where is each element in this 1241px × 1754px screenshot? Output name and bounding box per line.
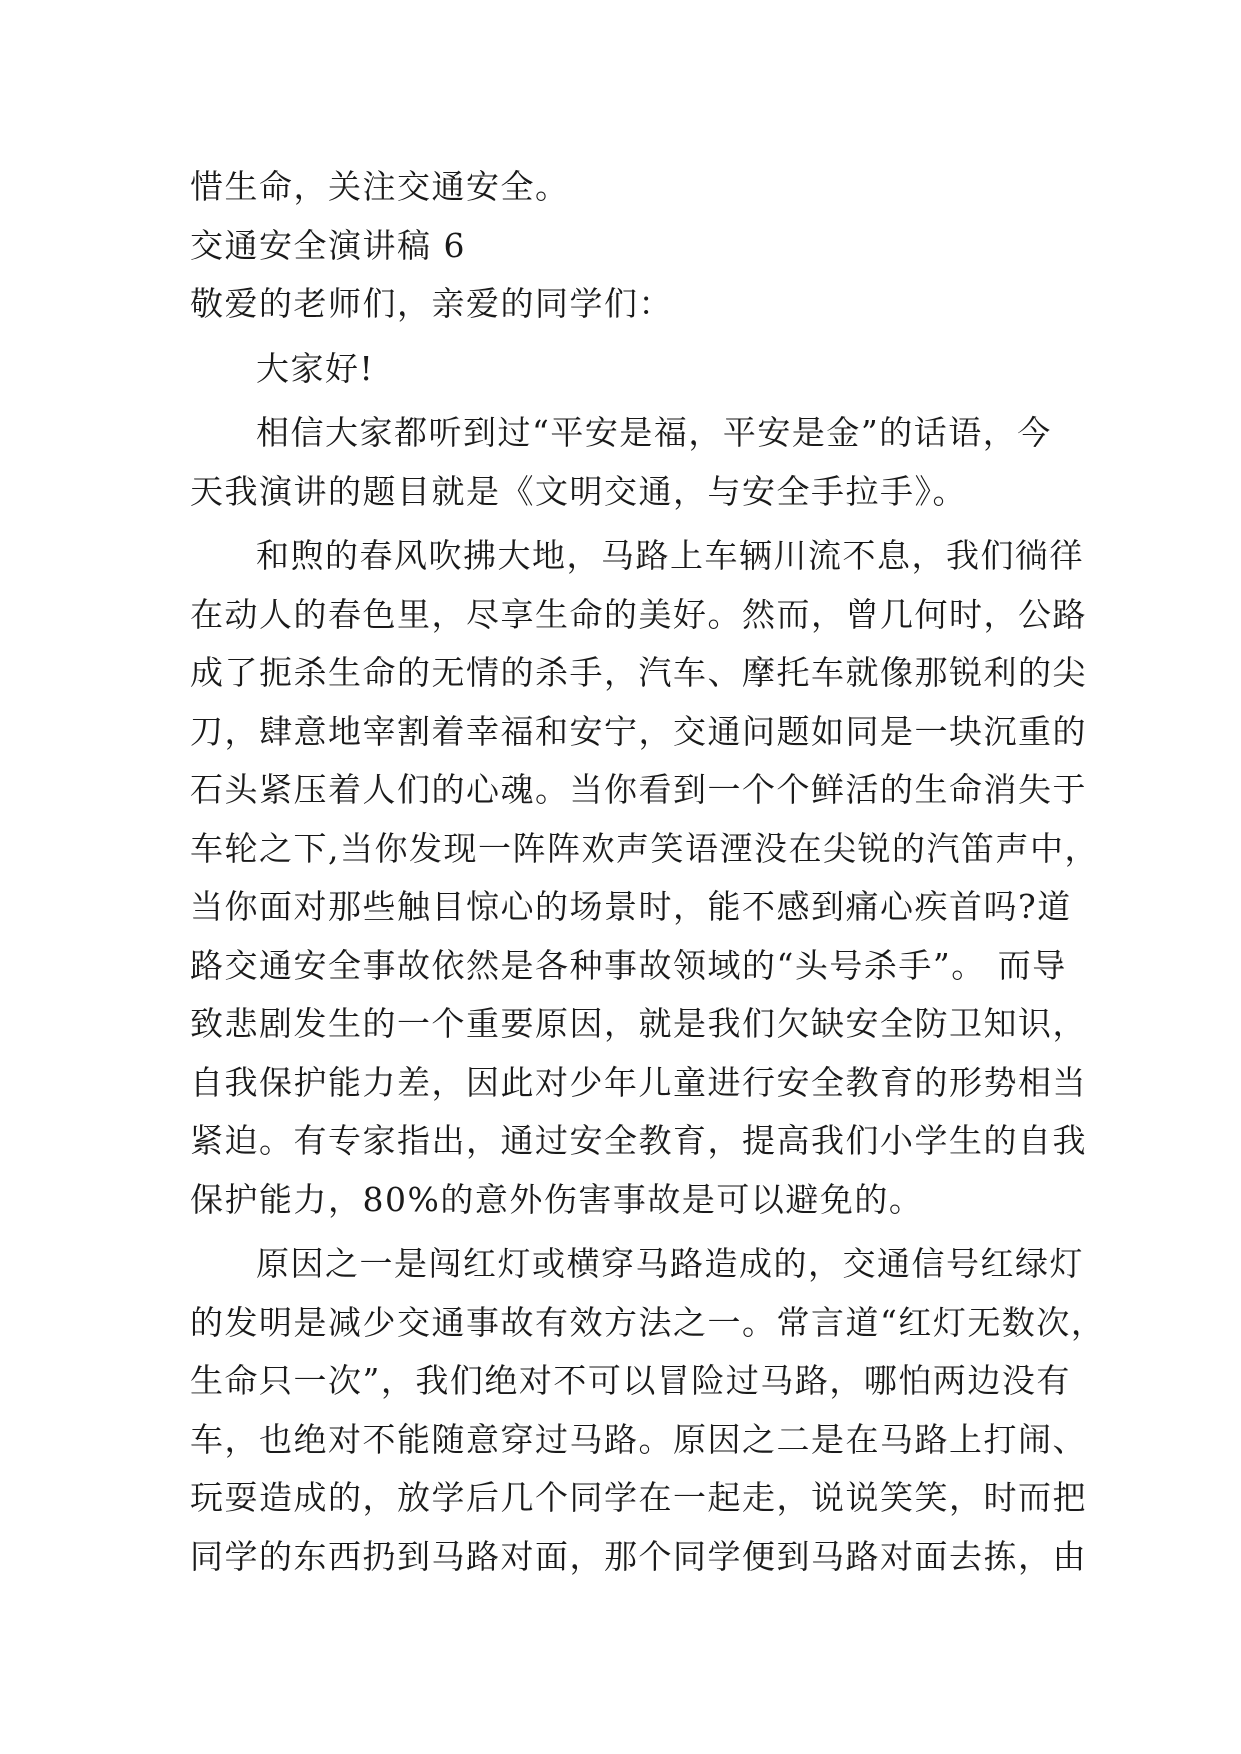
text-line: 的发明是减少交通事故有效方法之一。常言道“红灯无数次， [190,1302,1106,1342]
text-line: 路交通安全事故依然是各种事故领域的“头号杀手”。 而导 [190,945,1067,985]
text-line: 天我演讲的题目就是《文明交通，与安全手拉手》。 [190,471,967,511]
text-line: 生命只一次”，我们绝对不可以冒险过马路，哪怕两边没有 [190,1361,1071,1400]
text-line: 敬爱的老师们，亲爱的同学们： [190,284,673,323]
text-line: 相信大家都听到过“平安是福，平安是金”的话语，今 [256,413,1052,452]
text-line: 车轮之下,当你发现一阵阵欢声笑语湮没在尖锐的汽笛声中， [190,828,1099,868]
text-line: 成了扼杀生命的无情的杀手，汽车、摩托车就像那锐利的尖 [190,653,1087,692]
text-line: 在动人的春色里，尽享生命的美好。然而，曾几何时，公路 [190,594,1087,634]
text-line: 玩耍造成的，放学后几个同学在一起走，说说笑笑，时而把 [190,1478,1087,1517]
text-line: 致悲剧发生的一个重要原因，就是我们欠缺安全防卫知识， [190,1004,1087,1043]
text-line: 交通安全演讲稿 6 [190,225,466,265]
text-line: 大家好! [256,348,375,388]
text-line: 自我保护能力差，因此对少年儿童进行安全教育的形势相当 [190,1062,1087,1102]
text-line: 刀，肆意地宰割着幸福和安宁，交通问题如同是一块沉重的 [190,711,1087,751]
text-line: 原因之一是闯红灯或横穿马路造成的，交通信号红绿灯 [256,1244,1084,1283]
text-line: 石头紧压着人们的心魂。当你看到一个个鲜活的生命消失于 [190,770,1087,809]
text-line: 同学的东西扔到马路对面，那个同学便到马路对面去拣，由 [190,1536,1087,1576]
text-line: 保护能力，80%的意外伤害事故是可以避免的。 [190,1179,924,1219]
text-line: 惜生命，关注交通安全。 [190,167,570,206]
text-line: 车，也绝对不能随意穿过马路。原因之二是在马路上打闹、 [190,1419,1087,1459]
document-body [190,158,1106,1586]
text-line: 当你面对那些触目惊心的场景时，能不感到痛心疾首吗?道 [190,887,1072,926]
text-line: 和煦的春风吹拂大地，马路上车辆川流不息，我们徜徉 [256,536,1084,575]
text-line: 紧迫。有专家指出，通过安全教育，提高我们小学生的自我 [190,1121,1087,1160]
